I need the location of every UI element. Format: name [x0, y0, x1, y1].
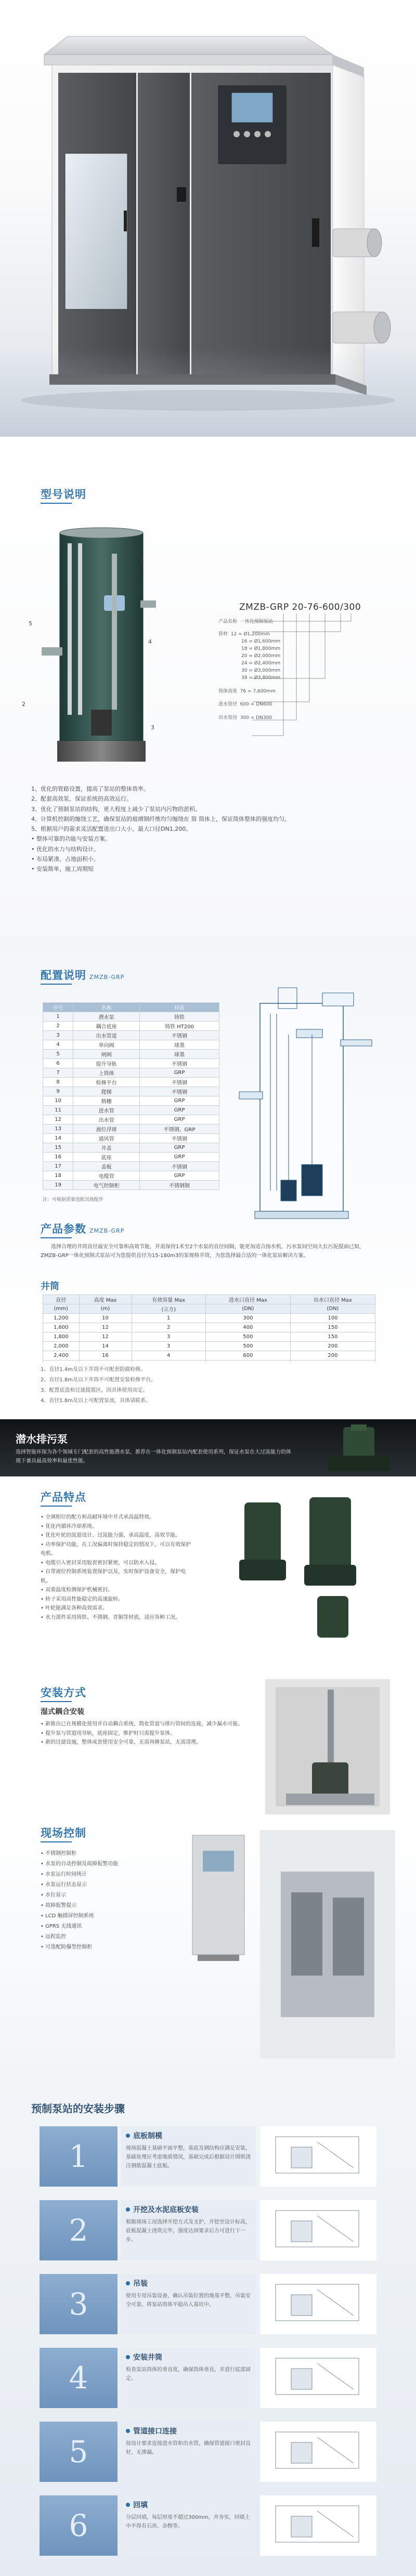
install-step — [40, 2422, 376, 2482]
config-heading: 配置说明 ZMZB-GRP — [41, 969, 125, 982]
control-cabinet-photo — [187, 1835, 250, 1965]
install-section — [0, 1679, 416, 1820]
step-illustration — [260, 2422, 376, 2482]
callout-4: 4 — [148, 638, 152, 645]
control-item: • 远程监控 — [41, 1934, 67, 1940]
pump-features — [0, 1476, 416, 1679]
step-title-row — [126, 2130, 251, 2141]
well-row: 1,600 12 2 400 150 — [43, 1323, 375, 1332]
heading-underline — [41, 1841, 72, 1842]
install-item-2: • 提升泵与管道用导轨，底座固定，维护时只需提升泵体。 — [41, 1730, 176, 1736]
config-row: 15 井盖 GRP — [43, 1143, 219, 1153]
step-description: 分层回填，每层厚度不超过300mm，并夯实，回填土中不得有石块、杂物等。 — [126, 2515, 250, 2529]
well-row: 2,400 16 4 600 200 — [43, 1351, 375, 1361]
config-row: 1 潜水泵 铸铁 — [43, 1012, 219, 1022]
config-row: 13 液位浮球 不锈钢、GRP — [43, 1124, 219, 1134]
feature-item: • 功率保护功能，在工况偏离时保持稳定的情况下，可以有效保护电机。 — [41, 1541, 191, 1557]
anno-pipe-4: 20 = Ø2,000mm — [241, 653, 281, 659]
heading-underline — [41, 1237, 72, 1238]
anno-outlet: 出水管径 300 = DN300 — [218, 715, 272, 721]
step-title: 吊装 — [133, 2280, 148, 2288]
well-note-3: 3、配置底盘和过滤提篮区，因具体使用而定。 — [41, 1388, 148, 1393]
params-heading: 产品参数 ZMZB-GRP — [41, 1223, 125, 1235]
config-row: 8 检修平台 不锈钢 — [43, 1078, 219, 1087]
step-title: 开挖及水泥底板安装 — [133, 2206, 199, 2214]
heading-underline — [41, 984, 72, 985]
col-name: 名称 — [73, 1003, 140, 1012]
step-illustration — [260, 2200, 376, 2260]
model-feature-list — [31, 784, 395, 874]
tank-cross-section-illustration — [31, 522, 166, 772]
step-illustration — [260, 2274, 376, 2334]
config-row: 4 单向阀 球墨 — [43, 1040, 219, 1050]
callout-1: 1 — [140, 557, 144, 564]
wet-coupling-install-photo — [265, 1679, 390, 1814]
model-heading: 型号说明 — [41, 488, 86, 501]
control-item: • 水泵的自动控制及故障报警功能 — [41, 1861, 119, 1867]
install-item-1: • 新推出已在规模化使用并自动耦合系统，简化管道与排污管间的连接，减少漏水可能。 — [41, 1721, 243, 1727]
bullet-2: • 优化的水力与结构设计。 — [31, 845, 99, 853]
config-row: 14 通风管 不锈钢 — [43, 1134, 219, 1143]
feature-item: • 双重温度检测保护机械密封。 — [41, 1587, 113, 1593]
heading-underline — [41, 1701, 72, 1702]
well-table: 直径 高度 Max 有效容量 Max 进水口直径 Max 出水口直径 Max (mm) (m) (立方) (DN) (DN) 1,200 10 1 300 100 1,600 12 2 400 150 1,800 12 3 500 150 2,000 14 3 500 200 2,400 16 4 600 200 — [43, 1294, 375, 1379]
bullet-dot-icon — [126, 2503, 130, 2507]
pump-photo-top — [322, 1424, 400, 1476]
config-row: 11 进水管 GRP — [43, 1106, 219, 1115]
feature-1: 1、优化的管路设置，提高了泵站的整体效率。 — [31, 786, 149, 792]
feature-item: • 自带液位控制系统装置保护以及，实时保护设备安全，保护电机。 — [41, 1569, 186, 1584]
control-heading: 现场控制 — [41, 1827, 86, 1839]
feature-4: 4、计算机控制的缠绕工艺，确保泵站的玻璃钢纤维均匀缠绕在 筒 筒体上，保证筒体整体的强度均匀。 — [31, 815, 290, 822]
callout-3: 3 — [151, 724, 154, 731]
anno-pipe-2: 16 = Ø1,600mm — [241, 638, 281, 644]
config-table — [43, 1002, 219, 1190]
config-row: 12 出水管 GRP — [43, 1115, 219, 1124]
step-description: 按设计要求连接进水管和出水管，确保管道接口密封良好，无渗漏。 — [126, 2441, 251, 2455]
step-description: 现场混凝土基础平面平整，基底及钢结构应满足安装，基础处理应考虑地质情况，基础完成后根据设计图纸浇注钢筋混凝土底板。 — [126, 2146, 251, 2169]
config-row: 10 格栅 GRP — [43, 1096, 219, 1106]
features-list — [41, 1513, 191, 1622]
feature-5: 5、根据用户的需求灵活配置进出口大小，最大口径DN1,200。 — [31, 826, 192, 832]
well-note-4: 4、直径1.8m及以上可配置泵池，具体请联系。 — [41, 1398, 151, 1404]
step-title-row — [126, 2352, 251, 2362]
model-section — [0, 437, 416, 936]
anno-pipe-7: 38 = Ø3,800mm — [241, 675, 281, 681]
feature-item: • 电缆引入密封采用胶套密封紧密，可以防水入侵。 — [41, 1560, 160, 1566]
control-feature-list — [41, 1849, 176, 1953]
step-title: 底板制模 — [133, 2132, 162, 2140]
control-site-photo — [260, 1830, 395, 2059]
control-item: • GPRS 无线通讯 — [41, 1924, 82, 1929]
col-no: 序号 — [43, 1003, 73, 1012]
control-item: • 水泵运行时间统计 — [41, 1872, 87, 1877]
control-section — [0, 1820, 416, 2074]
feature-3: 3、优化了预制泵站的结构，更大程度上减少了泵站内污物的淤积。 — [31, 805, 201, 813]
pump-photos — [218, 1492, 385, 1648]
step-number: 4 — [40, 2348, 118, 2408]
well-row: 2,000 14 3 500 200 — [43, 1342, 375, 1351]
anno-pipe: 管材 12 = Ø1,200mm — [218, 631, 270, 637]
control-item: • 水位显示 — [41, 1892, 67, 1898]
step-number: 1 — [40, 2126, 118, 2187]
config-note: 注：可根据需要选配其他配件 — [43, 1197, 104, 1202]
step-illustration — [260, 2126, 376, 2187]
step-description: 根据现场工况选择开挖方式及支护，开挖至设计标高，底板混凝土浇筑完毕，强度达到要求后方可进行下一步。 — [126, 2219, 251, 2243]
step-number: 5 — [40, 2422, 118, 2482]
bullet-dot-icon — [126, 2134, 130, 2138]
step-body — [121, 2422, 256, 2482]
install-steps-section — [0, 2074, 416, 2576]
control-item: • 水泵运行状态显示 — [41, 1882, 87, 1888]
anno-pipe-5: 24 = Ø2,400mm — [241, 660, 281, 666]
step-title: 管道接口连接 — [133, 2427, 177, 2436]
step-title-row — [126, 2204, 251, 2215]
heading-underline — [41, 1506, 72, 1507]
well-heading: 井筒 — [41, 1281, 59, 1292]
model-annotation-list — [218, 619, 322, 722]
anno-pipe-3: 18 = Ø1,800mm — [241, 646, 281, 651]
bullet-dot-icon — [126, 2429, 130, 2433]
step-title: 安装井筒 — [133, 2353, 162, 2362]
anno-pipe-6: 30 = Ø3,000mm — [241, 668, 281, 673]
well-note-2: 2、直径1.8m及以下井筒不可配置安装检修平台。 — [41, 1377, 157, 1383]
step-number: 3 — [40, 2274, 118, 2334]
anno-name: 产品名称 一体化预制泵站 — [218, 619, 273, 624]
install-item-3: • 新的过滤设施，整体成套使用安全可靠，无需再修泵站，无需清理。 — [41, 1740, 202, 1745]
step-number: 2 — [40, 2200, 118, 2260]
step-title: 回填 — [133, 2501, 148, 2509]
well-row: 1,800 12 3 500 150 — [43, 1332, 375, 1342]
feature-item: • 转子采用高性能稳定的高速旋转。 — [41, 1596, 124, 1602]
step-title-row — [126, 2426, 251, 2436]
hero-section — [0, 0, 416, 437]
bullet-dot-icon — [126, 2281, 130, 2285]
station-schematic-diagram — [229, 983, 385, 1222]
bullet-1: • 整体可靠的功能与安装方案。 — [31, 835, 111, 843]
step-body — [121, 2495, 256, 2556]
feature-item: • 全调相位的配方和高耐环境中并式承高温特效。 — [41, 1514, 155, 1520]
step-title-row — [126, 2278, 251, 2289]
step-illustration — [260, 2495, 376, 2556]
well-row: 1,200 10 1 300 100 — [43, 1314, 375, 1323]
pump-description: 选择智能环保为各个领域专门配套的高性能潜水泵，推荐在一体化预制泵站内配套使用系列，保证水泵在大过流能力的体 现下兼具最高效率和最优性能。 — [16, 1449, 291, 1464]
pump-intro-dark — [0, 1419, 416, 1476]
step-body — [121, 2200, 256, 2260]
step-illustration — [260, 2348, 376, 2408]
pump-heading: 潜水排污泵 — [16, 1433, 68, 1445]
anno-height: 筒体高度 76 = 7,600mm — [218, 688, 276, 694]
col-material: 材质 — [140, 1003, 219, 1012]
well-note-1: 1、直径1.4m及以下井筒不可配套防腐检修。 — [41, 1367, 146, 1372]
anno-inlet: 进水管径 600 = DN600 — [218, 702, 272, 708]
config-row: 9 爬梯 不锈钢 — [43, 1087, 219, 1096]
callout-5: 5 — [29, 620, 32, 627]
install-step — [40, 2200, 376, 2260]
callout-2: 2 — [22, 701, 25, 708]
bullet-4: • 安装简单，施工周期短 — [31, 866, 94, 872]
step-number: 6 — [40, 2495, 118, 2556]
well-notes — [0, 1362, 416, 1419]
step-description: 检查泵站筒体的垂直度，确保筒体垂直，并进行底部固定。 — [126, 2367, 251, 2382]
steps-heading: 预制泵站的安装步骤 — [31, 2102, 125, 2115]
control-item: • 故障报警提示 — [41, 1903, 77, 1908]
config-row: 17 盖板 不锈钢 — [43, 1162, 219, 1171]
config-section — [0, 936, 416, 1362]
feature-item: • 优化内循环冷却系统。 — [41, 1523, 98, 1529]
step-body — [121, 2348, 256, 2408]
heading-underline — [41, 503, 72, 504]
install-step — [40, 2274, 376, 2334]
config-row: 16 底座 GRP — [43, 1153, 219, 1162]
step-description: 使用专用吊装设备，确认吊装位置的地基平整，吊装安全可靠。将泵站筒体平稳吊入基坑中。 — [126, 2293, 251, 2308]
feature-item: • 水力部件采用铸铁、不锈钢、青铜等材质，适应各种工况。 — [41, 1614, 181, 1620]
features-heading: 产品特点 — [41, 1491, 86, 1503]
config-row: 19 电气控制柜 不锈钢制 — [43, 1181, 219, 1190]
bullet-dot-icon — [126, 2355, 130, 2359]
control-item: • LCD 触摸屏控制系统 — [41, 1913, 94, 1919]
config-row: 5 闸阀 球墨 — [43, 1050, 219, 1059]
install-subheading: 湿式耦合安装 — [41, 1708, 84, 1716]
control-item: • 不锈钢控制柜 — [41, 1851, 77, 1856]
step-title-row — [126, 2500, 251, 2510]
step-body — [121, 2274, 256, 2334]
config-row: 3 出水管道 不锈钢 — [43, 1031, 219, 1040]
install-step — [40, 2495, 376, 2556]
install-step — [40, 2348, 376, 2408]
config-row: 7 上筒体 GRP — [43, 1068, 219, 1078]
config-row: 6 提升导轨 不锈钢 — [43, 1059, 219, 1068]
pump-station-kiosk-illustration — [0, 0, 416, 437]
control-item: • 可选配防爆型控制柜 — [41, 1944, 93, 1950]
install-step — [40, 2126, 376, 2187]
step-body — [121, 2126, 256, 2187]
feature-item: • 优化叶轮的流道设计、过流能力强、承高温度，高效节能。 — [41, 1533, 181, 1538]
config-row: 18 电缆管 GRP — [43, 1171, 219, 1181]
bullet-3: • 布局紧凑，占地面积小。 — [31, 855, 99, 862]
feature-item: • 叶轮能满足各种高效需求。 — [41, 1605, 108, 1611]
bullet-dot-icon — [126, 2207, 130, 2212]
model-code: ZMZB-GRP 20-76-600/300 — [239, 602, 361, 612]
config-row: 2 耦合底座 铸铁 HT200 — [43, 1022, 219, 1031]
install-heading: 安装方式 — [41, 1686, 86, 1699]
params-description: 选择合理的井筒直径最安全可靠和高效节能，并需保持1米至2个水泵的直径间隔，能更加适合扬水机，污水泵间空间大长污泥提面已知，ZMZB-GRP一体化预制式泵站可为您提供直径为15-180m3的泵规格井筒，为您选择最合适的一体化泵站解决方案。 — [41, 1244, 365, 1259]
feature-2: 2、配套高效泵，保证系统的高效运行。 — [31, 795, 132, 803]
